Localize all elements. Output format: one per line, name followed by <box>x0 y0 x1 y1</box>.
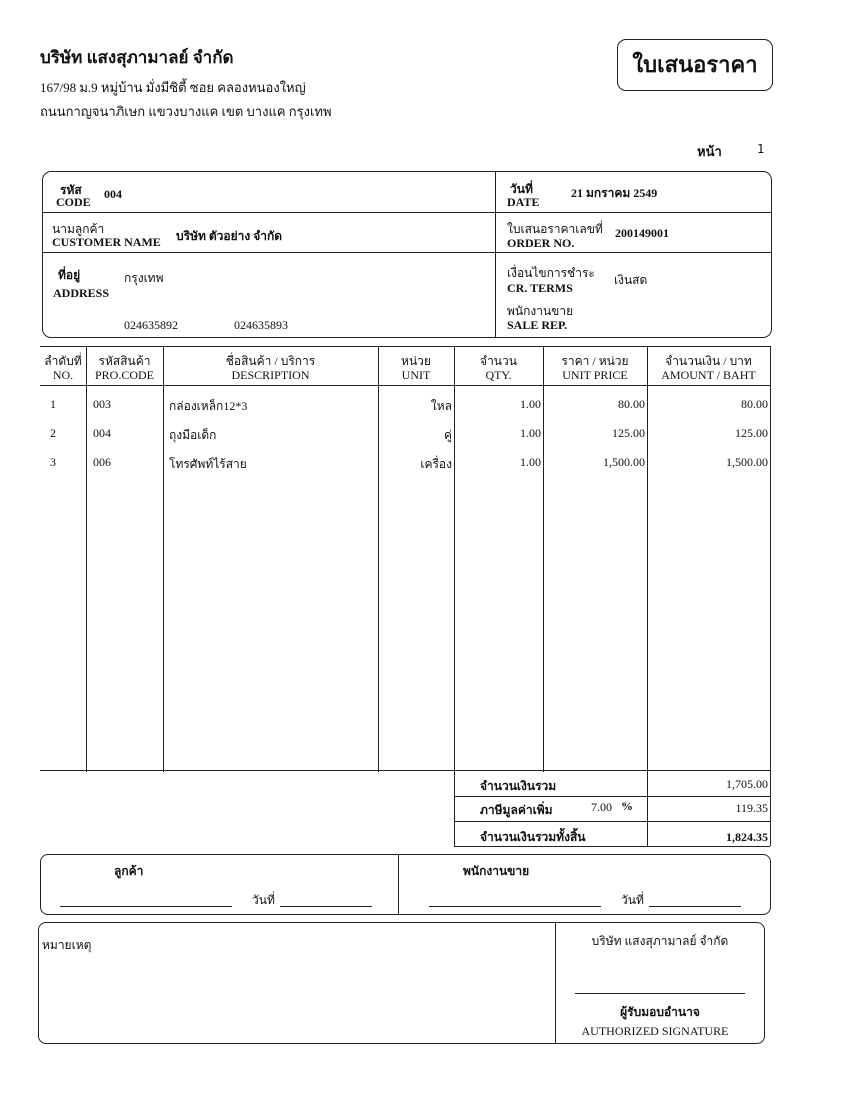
grand-total-value: 1,824.35 <box>726 830 768 844</box>
date-value: 21 มกราคม 2549 <box>571 186 658 200</box>
header-info-box <box>42 171 772 338</box>
col-header-no: ลำดับที่ NO. <box>44 354 82 382</box>
col-header-amount: จำนวนเงิน / บาท AMOUNT / BAHT <box>661 354 756 382</box>
item-qty: 1.00 <box>520 455 541 469</box>
doc-title-box <box>617 39 773 91</box>
item-unit: เครื่อง <box>420 457 452 471</box>
date-label-th: วันที่ <box>510 182 533 196</box>
date-label-en: DATE <box>507 195 540 209</box>
order-label-th: ใบเสนอราคาเลขที่ <box>507 222 603 236</box>
vat-label: ภาษีมูลค่าเพิ่ม <box>480 803 553 817</box>
item-amount: 80.00 <box>741 397 768 411</box>
order-label-en: ORDER NO. <box>507 236 575 250</box>
item-code: 003 <box>93 397 111 411</box>
customer-label-th: นามลูกค้า <box>52 222 105 236</box>
customer-value: บริษัท ตัวอย่าง จำกัด <box>176 229 283 243</box>
address-label-th: ที่อยู่ <box>58 268 81 282</box>
col-header-unit-price: ราคา / หน่วย UNIT PRICE <box>561 354 629 382</box>
col-header-code: รหัสสินค้า PRO.CODE <box>94 354 154 382</box>
subtotal-value: 1,705.00 <box>726 777 768 791</box>
item-unit: คู่ <box>443 428 452 442</box>
item-price: 80.00 <box>618 397 645 411</box>
item-code: 006 <box>93 455 111 469</box>
item-price: 125.00 <box>612 426 645 440</box>
company-address-line1: 167/98 ม.9 หมู่บ้าน มั่งมีซิตี้ ซอย คลองหนองใหญ่ <box>40 80 306 95</box>
item-price: 1,500.00 <box>603 455 645 469</box>
item-no: 3 <box>50 455 56 469</box>
sales-label-th: พนักงานขาย <box>507 304 574 318</box>
terms-label-en: CR. TERMS <box>507 281 573 295</box>
terms-value: เงินสด <box>614 273 648 287</box>
code-label-th: รหัส <box>60 183 82 197</box>
item-amount: 125.00 <box>735 426 768 440</box>
item-qty: 1.00 <box>520 426 541 440</box>
phone-2: 024635893 <box>234 318 288 332</box>
vat-value: 119.35 <box>735 801 768 815</box>
page-label: หน้า <box>697 144 722 159</box>
sales-label-en: SALE REP. <box>507 318 568 332</box>
remarks-company-name: บริษัท แสงสุภามาลย์ จำกัด <box>591 934 729 948</box>
col-header-qty: จำนวน QTY. <box>480 354 517 382</box>
vat-rate: 7.00 <box>591 800 612 814</box>
vat-percent-sign: % <box>621 799 633 813</box>
company-name: บริษัท แสงสุภามาลย์ จำกัด <box>40 48 234 67</box>
col-header-unit: หน่วย UNIT <box>401 354 431 382</box>
subtotal-label: จำนวนเงินรวม <box>480 779 557 793</box>
customer-sign-label: ลูกค้า <box>114 864 144 878</box>
customer-label-en: CUSTOMER NAME <box>52 235 161 249</box>
item-qty: 1.00 <box>520 397 541 411</box>
code-value: 004 <box>104 187 122 201</box>
address-label-en: ADDRESS <box>53 286 110 300</box>
authorized-label-en: AUTHORIZED SIGNATURE <box>581 1024 729 1038</box>
customer-date-label: วันที่ <box>252 893 275 907</box>
item-unit: ใหล <box>430 399 452 413</box>
page-number: 1 <box>757 142 765 156</box>
sales-sign-label: พนักงานขาย <box>463 864 530 878</box>
item-amount: 1,500.00 <box>726 455 768 469</box>
sales-date-label: วันที่ <box>621 893 644 907</box>
terms-label-th: เงื่อนไขการชำระ <box>507 266 595 280</box>
item-desc: ถุงมือเด็ก <box>169 428 217 442</box>
code-label-en: CODE <box>56 195 91 209</box>
grand-total-label: จำนวนเงินรวมทั้งสิ้น <box>480 830 586 844</box>
item-code: 004 <box>93 426 111 440</box>
item-desc: โทรศัพท์ไร้สาย <box>169 457 247 471</box>
remarks-label: หมายเหตุ <box>42 938 92 952</box>
authorized-label-th: ผู้รับมอบอำนาจ <box>620 1005 700 1019</box>
item-desc: กล่องเหล็ก12*3 <box>169 399 248 413</box>
item-no: 1 <box>50 397 56 411</box>
address-value: กรุงเทพ <box>124 271 164 285</box>
col-header-description: ชื่อสินค้า / บริการ DESCRIPTION <box>225 354 316 382</box>
company-address-line2: ถนนกาญจนาภิเษก แขวงบางแค เขต บางแค กรุงเทพ <box>40 104 332 119</box>
item-no: 2 <box>50 426 56 440</box>
doc-title: ใบเสนอราคา <box>632 52 758 77</box>
order-value: 200149001 <box>615 226 669 240</box>
phone-1: 024635892 <box>124 318 178 332</box>
